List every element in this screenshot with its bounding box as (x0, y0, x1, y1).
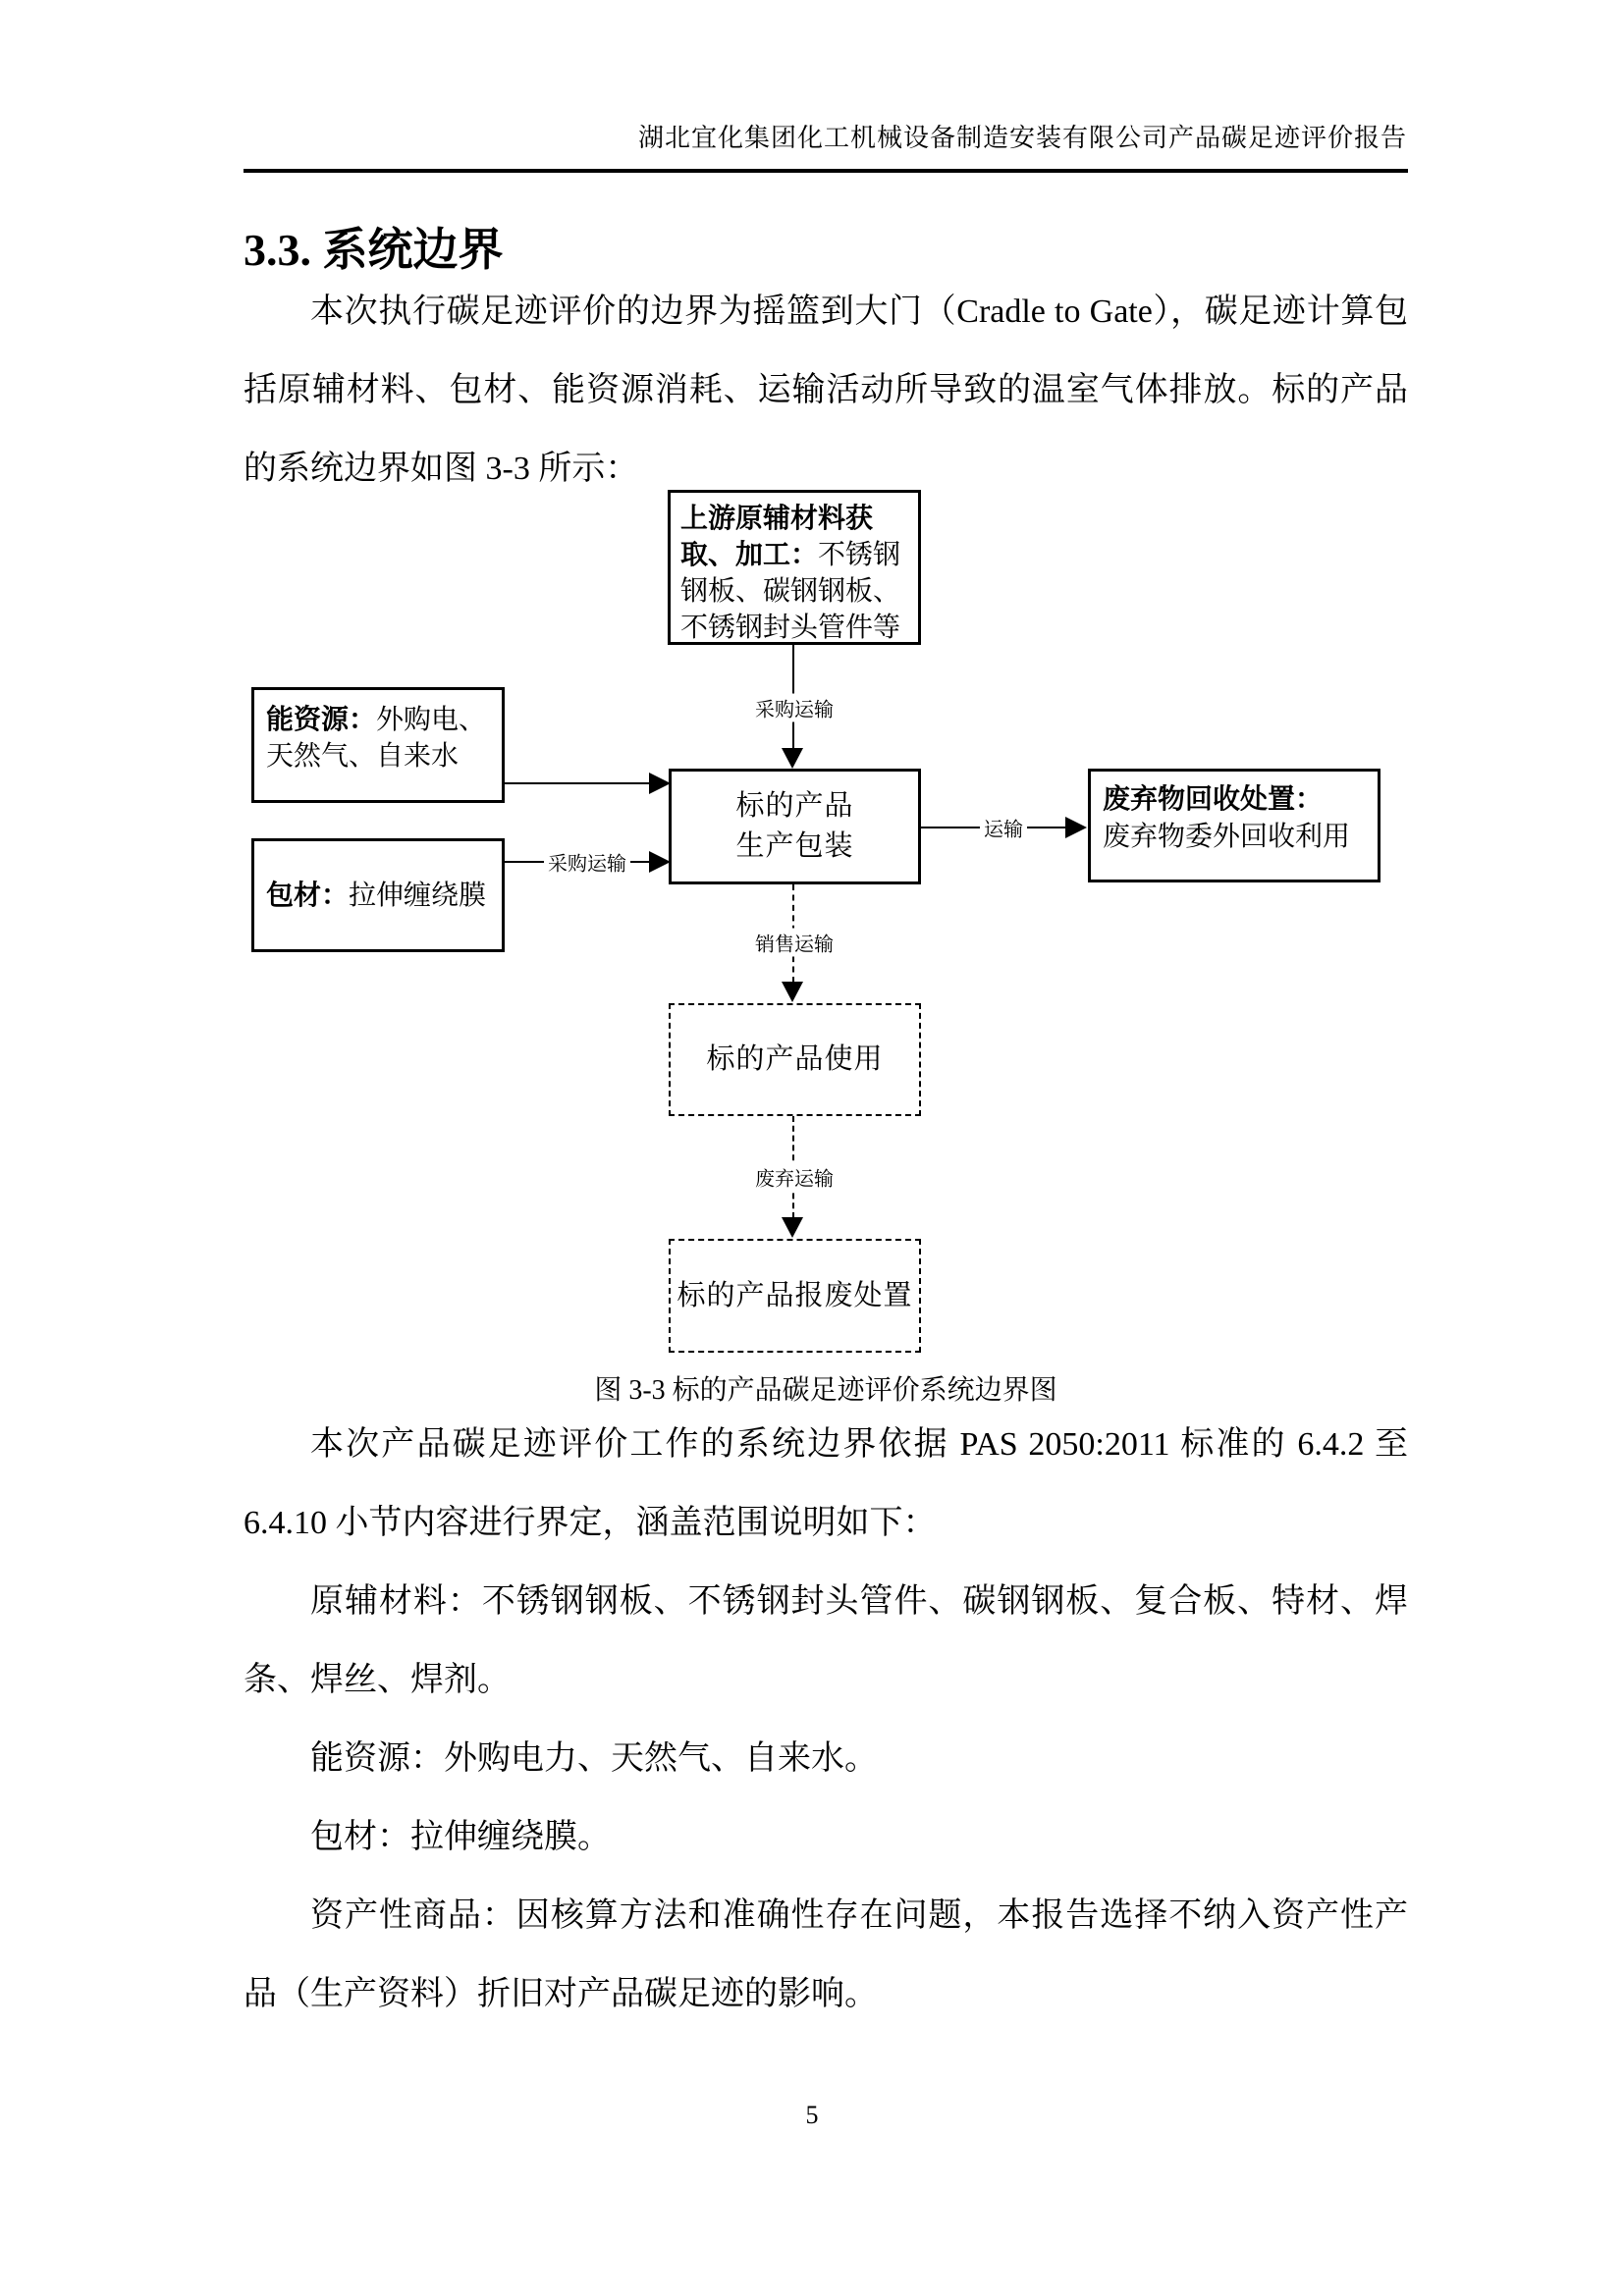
diagram-box-energy (251, 687, 505, 803)
waste-box-label: 废弃物回收处置： (1103, 784, 1324, 815)
production-box-line2: 生产包装 (735, 830, 854, 862)
diagram-box-product-use (669, 1003, 921, 1116)
paragraph-intro: 本次执行碳足迹评价的边界为摇篮到大门（Cradle to Gate），碳足迹计算包括原辅材料、包材、能资源消耗、运输活动所导致的温室气体排放。标的产品的系统边界如图 3-3 所示： (244, 294, 1408, 487)
flow-label-sales: 销售运输 (751, 929, 838, 957)
arrowhead-energy (649, 773, 671, 794)
flow-label-procurement-left: 采购运输 (544, 848, 630, 877)
energy-box-text: 外购电、天然气、自来水 (266, 705, 487, 772)
waste-box-text: 废弃物委外回收利用 (1103, 822, 1351, 852)
flow-label-transport: 运输 (980, 814, 1027, 842)
packaging-box-label: 包材： (266, 880, 350, 911)
paragraph-energy: 能资源：外购电力、天然气、自来水。 (310, 1740, 878, 1777)
paragraph-raw-materials: 原辅材料：不锈钢钢板、不锈钢封头管件、碳钢钢板、复合板、特材、焊条、焊丝、焊剂。 (244, 1583, 1408, 1698)
paragraph-packaging: 包材：拉伸缠绕膜。 (310, 1819, 611, 1855)
arrowhead-disposal (782, 1217, 803, 1238)
report-header-title: 湖北宜化集团化工机械设备制造安装有限公司产品碳足迹评价报告 (637, 124, 1407, 152)
diagram-box-waste-recycling (1088, 769, 1380, 882)
flow-label-procurement-top: 采购运输 (751, 694, 838, 722)
lower-text-block (244, 1406, 1408, 2034)
figure-caption: 图 3-3 标的产品碳足迹评价系统边界图 (594, 1375, 1057, 1406)
arrowhead-procurement-left (649, 851, 671, 873)
section-heading: 3.3. 系统边界 (244, 225, 504, 275)
paragraph-assets: 资产性商品：因核算方法和准确性存在问题，本报告选择不纳入资产性产品（生产资料）折旧对产品碳足迹的影响。 (244, 1897, 1408, 2012)
arrowhead-procurement-top (782, 748, 803, 769)
page-number: 5 (805, 2101, 819, 2129)
diagram-box-packaging (251, 838, 505, 952)
use-box-text: 标的产品使用 (706, 1043, 884, 1075)
flow-label-disposal: 废弃运输 (751, 1163, 838, 1192)
energy-box-label: 能资源： (266, 705, 377, 735)
arrow-line-energy (505, 782, 652, 784)
diagram-box-production (669, 769, 921, 884)
paragraph-basis: 本次产品碳足迹评价工作的系统边界依据 PAS 2050:2011 标准的 6.4.2 至 6.4.10 小节内容进行界定，涵盖范围说明如下： (244, 1426, 1408, 1541)
packaging-box-text: 拉伸缠绕膜 (349, 880, 487, 911)
upstream-box-label: 上游原辅材料获取、加工： (680, 504, 874, 570)
diagram-box-product-scrap (669, 1239, 921, 1353)
arrowhead-transport (1065, 817, 1087, 838)
production-box-line1: 标的产品 (735, 790, 854, 822)
arrowhead-sales (782, 982, 803, 1002)
upstream-box-text: 不锈钢钢板、碳钢钢板、不锈钢封头管件等 (680, 540, 901, 643)
diagram-box-upstream-materials (668, 490, 921, 645)
scrap-box-text: 标的产品报废处置 (677, 1279, 913, 1311)
